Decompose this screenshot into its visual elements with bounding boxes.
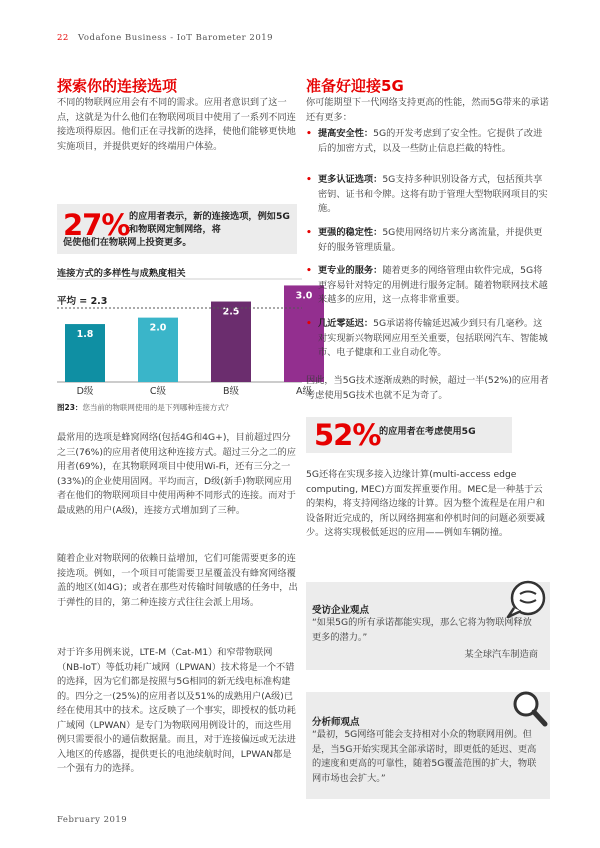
enterprise-quote-source: 某全球汽车制造商 bbox=[464, 649, 538, 660]
page-number: 22 bbox=[57, 33, 69, 43]
analyst-quote-heading: 分析师观点 bbox=[312, 717, 360, 728]
benefit-text: 5G使用网络切片来分离流量，并提供更好的服务管理质量。 bbox=[318, 227, 543, 253]
magnifier-icon bbox=[510, 688, 550, 730]
stat-number: 52% bbox=[314, 418, 381, 452]
benefit-text: 5G的开发考虑到了安全性。它提供了改进后的加密方式，以及一些防止信息拦截的特性。 bbox=[318, 128, 543, 154]
bar-value-label: 1.8 bbox=[76, 329, 94, 341]
speech-bubble-icon bbox=[504, 580, 550, 620]
benefit-item bbox=[306, 127, 550, 173]
benefit-label: 更多认证选项： bbox=[318, 174, 383, 185]
right-heading: 准备好迎接5G bbox=[306, 77, 404, 95]
enterprise-quote-text: “如果5G的所有承诺都能实现，那么它将为物联网释放更多的潜力。” bbox=[312, 617, 532, 643]
right-conclusion: 因此，当5G技术逐渐成熟的时候，超过一半(52%)的应用者考虑使用5G技术也就不足为奇了。 bbox=[306, 375, 549, 401]
benefit-text: 5G承诺将传输延迟减少到只有几毫秒。这对实现新兴物联网应用至关重要，包括联网汽车、智能城市、电子健康和工业自动化等。 bbox=[318, 318, 548, 358]
category-label: C级 bbox=[149, 386, 167, 397]
stat-text-part1: 的应用者表示，新的连接选项，例如5G和物联网定制网络，将 bbox=[129, 211, 290, 235]
left-para-2: 随着企业对物联网的依赖日益增加，它们可能需要更多的连接选项。例如，一个项目可能需要卫星覆盖没有蜂窝网络覆盖的地区(如4G)；或者在那些对传输时间敏感的任务中，出于弹性的目的，第二种连接方式往往会派上用场。 bbox=[57, 553, 298, 608]
category-label: B级 bbox=[222, 386, 240, 397]
benefit-item bbox=[306, 317, 550, 361]
enterprise-quote-box bbox=[306, 582, 550, 670]
benefit-label: 更专业的服务： bbox=[318, 265, 383, 276]
benefit-item bbox=[306, 173, 550, 226]
benefit-label: 更强的稳定性： bbox=[318, 227, 383, 238]
category-label: D级 bbox=[76, 386, 94, 397]
stat-box-27 bbox=[57, 204, 297, 254]
benefit-item bbox=[306, 226, 550, 264]
bar-value-label: 2.0 bbox=[149, 322, 167, 334]
bar-value-label: 2.5 bbox=[222, 306, 240, 318]
left-para-3: 对于许多用例来说，LTE-M（Cat-M1）和窄带物联网（NB-IoT）等低功耗广域网（LPWAN）技术将是一个不错的选择，因为它们都是按照与5G相同的新无线电标准构建的。四分之一(25%)的应用者以及51%的成熟用户(A级)已经在使用其中的技术。这反映了一个事实，即授权的低功耗广域网（LPWAN）是专门为物联网用例设计的，而这些用例只需要很小的通信数据量。而且，对于连接偏远或无法进入地区的传感器，提供更长的电池续航时间，LPWAN都是一个强有力的选择。 bbox=[57, 647, 296, 774]
analyst-quote-text: “最初，5G网络可能会支持相对小众的物联网用例。但是，当5G开始实现其全部承诺时，即更低的延迟、更高的速度和更高的可靠性，随着5G覆盖范围的扩大，物联网市场也会扩大。” bbox=[312, 729, 537, 784]
figure-caption bbox=[57, 402, 232, 413]
average-label: 平均 = 2.3 bbox=[57, 295, 108, 307]
benefit-list bbox=[306, 127, 550, 361]
left-para-1: 最常用的选项是蜂窝网络(包括4G和4G+)，目前超过四分之三(76%)的应用者使用这种连接方式。超过三分之二的应用者(69%)，在其物联网项目中使用Wi-Fi，还有三分之一(33%)的企业使用固网。平均而言，D级(新手)物联网应用者在他们的物联网项目中使用两种不同形式的连接。而对于最成熟的用户(A级)，连接方式增加到了三种。 bbox=[57, 432, 296, 516]
benefit-item bbox=[306, 264, 550, 317]
category-label: A级 bbox=[296, 386, 312, 397]
benefit-label: 几近零延迟： bbox=[318, 318, 374, 329]
document-title: Vodafone Business - IoT Barometer 2019 bbox=[78, 33, 274, 43]
benefit-label: 提高安全性： bbox=[318, 128, 374, 139]
caption-text: 您当前的物联网使用的是下列哪种连接方式？ bbox=[82, 403, 233, 412]
left-intro: 不同的物联网应用会有不同的需求。应用者意识到了这一点，这就是为什么他们在物联网项目中使用了一系列不同连接选项得原因。他们正在寻找新的选择，使他们能够更快地实施项目，并提供更好的终端用户体验。 bbox=[57, 97, 296, 152]
page-header bbox=[57, 33, 273, 43]
footer-date: February 2019 bbox=[57, 815, 128, 825]
benefit-text: 随着更多的网络管理由软件完成，5G将更容易针对特定的用例进行服务定制。随着物联网技术越来越多的应用，这一点将非常重要。 bbox=[318, 265, 548, 305]
analyst-quote-box bbox=[306, 692, 550, 799]
caption-label: 图23： bbox=[57, 403, 83, 412]
stat-box-52 bbox=[306, 417, 512, 453]
chart-title: 连接方式的多样性与成熟度相关 bbox=[57, 268, 186, 279]
left-heading: 探索你的连接选项 bbox=[57, 77, 178, 95]
right-intro: 你可能期望下一代网络支持更高的性能，然而5G带来的承诺还有更多： bbox=[306, 97, 549, 123]
benefit-text: 5G支持多种识别设备方式，包括预共享密钥、证书和令牌。这将有助于管理大型物联网项目的实施。 bbox=[318, 174, 548, 214]
bar-value-label: 3.0 bbox=[295, 290, 313, 302]
enterprise-quote-heading: 受访企业观点 bbox=[312, 605, 370, 616]
stat-text: 的应用者在考虑使用5G bbox=[379, 426, 476, 437]
stat-text-part2: 促使他们在物联网上投资更多。 bbox=[63, 237, 192, 248]
mec-paragraph: 5G还将在实现多接入边缘计算(multi-access edge computing, MEC)方面发挥重要作用。MEC是一种基于云的架构，将支持网络边缘的计算。因为整个流程是在用户和设备附近完成的，所以网络拥塞和停机时间的问题必须要减少。这将实现极低延迟的应用——例如车辆防撞。 bbox=[306, 469, 545, 538]
stat-number: 27% bbox=[63, 208, 130, 242]
maturity-bar-chart bbox=[57, 279, 313, 399]
